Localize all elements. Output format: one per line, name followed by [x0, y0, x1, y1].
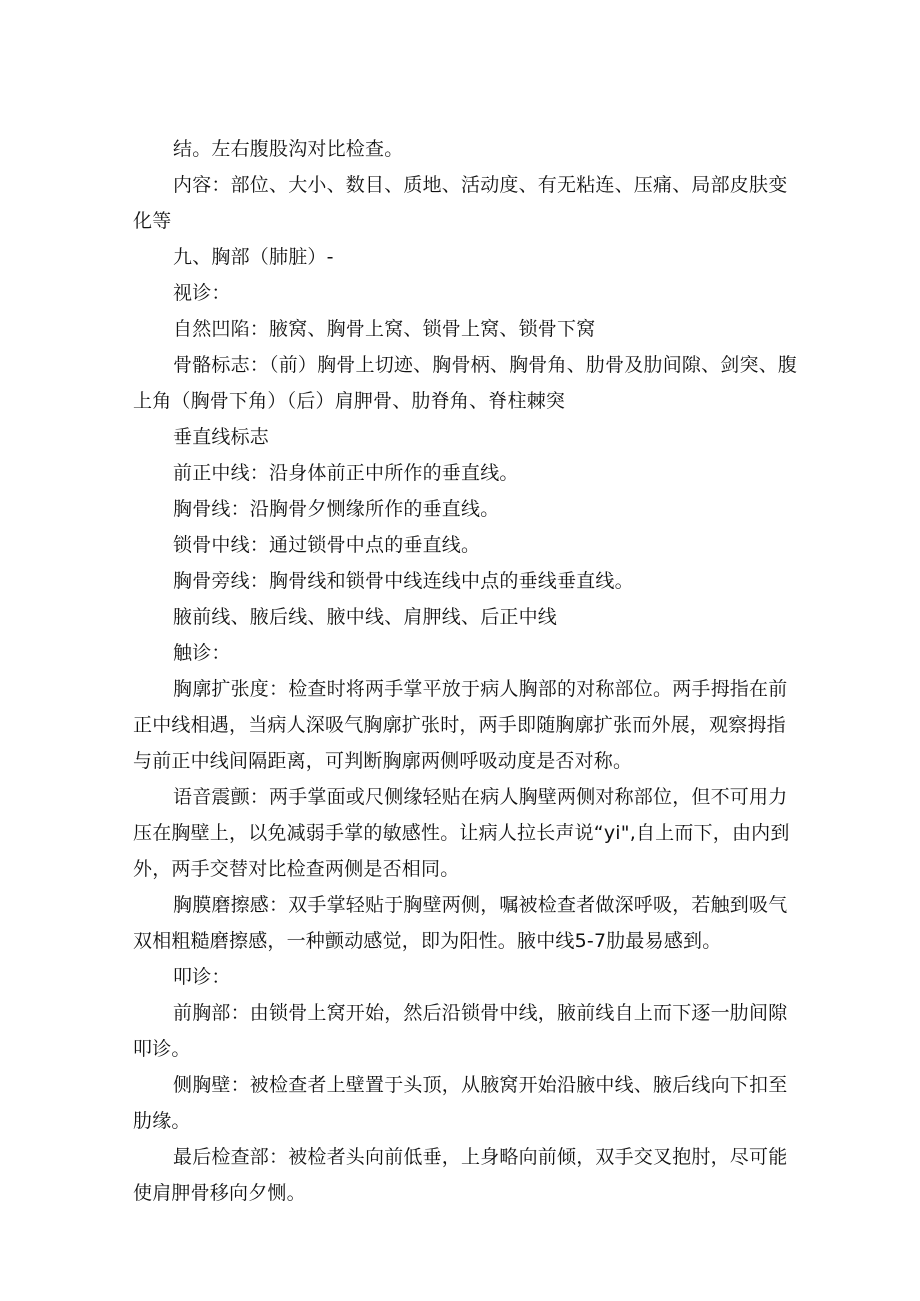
paragraph: 前胸部：由锁骨上窝开始，然后沿锁骨中线，腋前线自上而下逐一肋间隙叩诊。 [133, 1002, 788, 1060]
paragraph: 胸廓扩张度：检查时将两手掌平放于病人胸部的对称部位。两手拇指在前正中线相遇，当病人深吸气胸廓扩张时，两手即随胸廓扩张而外展，观察拇指与前正中线间隔距离，可判断胸廓两侧呼吸动度是否对称。 [133, 678, 788, 772]
paragraph: 胸骨线：沿胸骨夕恻缘所作的垂直线。 [173, 498, 500, 520]
paragraph: 锁骨中线：通过锁骨中点的垂直线。 [173, 534, 481, 556]
paragraph: 前正中线：沿身体前正中所作的垂直线。 [173, 462, 519, 484]
paragraph: 胸骨旁线：胸骨线和锁骨中线连线中点的垂线垂直线。 [173, 570, 634, 592]
paragraph: 语音震颤：两手掌面或尺侧缘轻贴在病人胸壁两侧对称部位，但不可用力压在胸壁上，以免减弱手掌的敏感性。让病人拉长声说“yi",自上而下，由内到外，两手交替对比检查两侧是否相同。 [133, 786, 790, 880]
paragraph: 最后检查部：被检者头向前低垂，上身略向前倾，双手交叉抱肘，尽可能使肩胛骨移向夕恻。 [133, 1146, 788, 1204]
subsection-heading: 垂直线标志 [173, 426, 270, 448]
paragraph: 胸膜磨擦感：双手掌轻贴于胸壁两侧，嘱被检查者做深呼吸，若触到吸气双相粗糙磨擦感，一种颤动感觉，即为阳性。腋中线5-7肋最易感到。 [133, 894, 788, 952]
subsection-heading: 触诊： [173, 642, 231, 664]
subsection-heading: 视诊： [173, 282, 231, 304]
paragraph: 内容：部位、大小、数目、质地、活动度、有无粘连、压痛、局部皮肤变化等 [133, 174, 788, 232]
subsection-heading: 叩诊： [173, 966, 231, 988]
paragraph: 腋前线、腋后线、腋中线、肩胛线、后正中线 [173, 606, 558, 628]
paragraph: 结。左右腹股沟对比检查。 [173, 138, 404, 160]
section-heading: 九、胸部（肺脏）- [173, 246, 334, 268]
paragraph: 自然凹陷：腋窝、胸骨上窝、锁骨上窝、锁骨下窝 [173, 318, 596, 340]
paragraph: 骨骼标志：（前）胸骨上切迹、胸骨柄、胸骨角、肋骨及肋间隙、剑突、腹上角（胸骨下角）（后）肩胛骨、肋脊角、脊柱棘突 [133, 354, 798, 412]
paragraph: 侧胸壁：被检查者上壁置于头顶，从腋窝开始沿腋中线、腋后线向下扣至肋缘。 [133, 1074, 788, 1132]
